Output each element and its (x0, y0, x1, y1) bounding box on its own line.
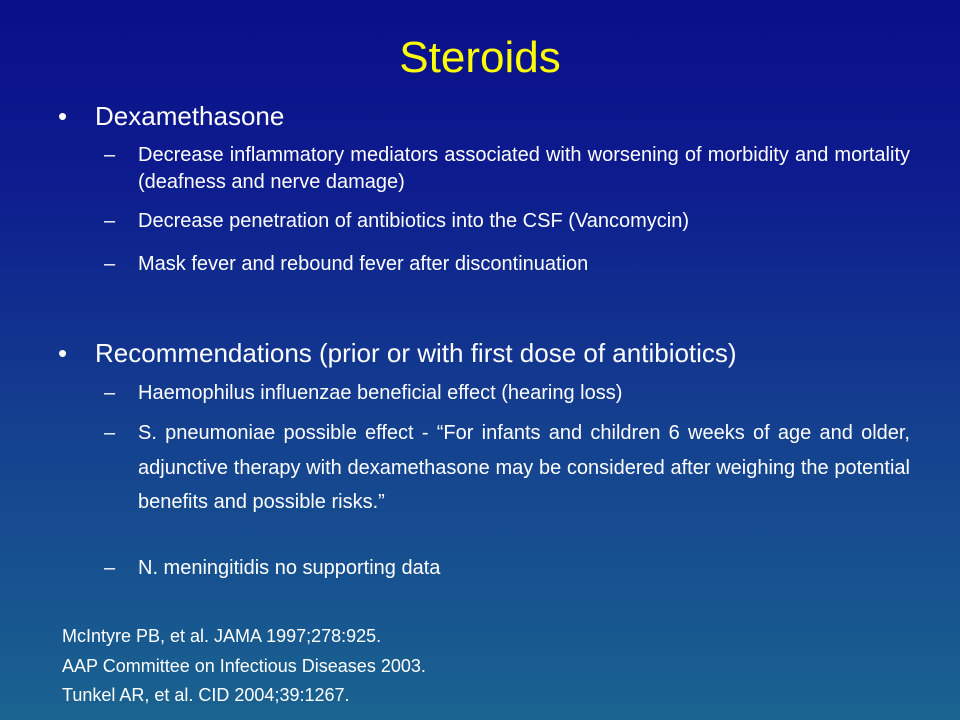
subitem (104, 142, 910, 198)
sub-text: N. meningitidis no supporting data (138, 557, 441, 579)
reference-line: AAP Committee on Infectious Diseases 2003. (62, 655, 426, 676)
sub-dash: – (104, 422, 116, 444)
sub-text: Decrease inflammatory mediators associated with worsening of morbidity and mortality (deafness and nerve damage) (138, 144, 910, 193)
bullet-marker: • (58, 101, 68, 131)
sub-text: Mask fever and rebound fever after discontinuation (138, 253, 589, 275)
bullet-marker: • (58, 338, 68, 368)
sub-text: S. pneumoniae possible effect - “For infants and children 6 weeks of age and older, adjunctive therapy with dexamethasone may be considered after weighing the potential benefits and possible risks.” (138, 422, 910, 513)
sub-dash: – (104, 253, 116, 275)
bullet-text: Dexamethasone (95, 101, 285, 131)
sub-dash: – (104, 210, 116, 232)
sub-dash: – (104, 382, 116, 404)
sub-text: Decrease penetration of antibiotics into the CSF (Vancomycin) (138, 210, 690, 232)
reference-line: Tunkel AR, et al. CID 2004;39:1267. (62, 685, 350, 705)
sub-dash: – (104, 144, 116, 166)
sub-dash: – (104, 557, 116, 579)
slide-title: Steroids (399, 33, 561, 82)
sub-text: Haemophilus influenzae beneficial effect (hearing loss) (138, 382, 623, 404)
bullet-text: Recommendations (prior or with first dose of antibiotics) (95, 338, 737, 368)
references (62, 622, 426, 711)
reference-line: McIntyre PB, et al. JAMA 1997;278:925. (62, 626, 382, 646)
